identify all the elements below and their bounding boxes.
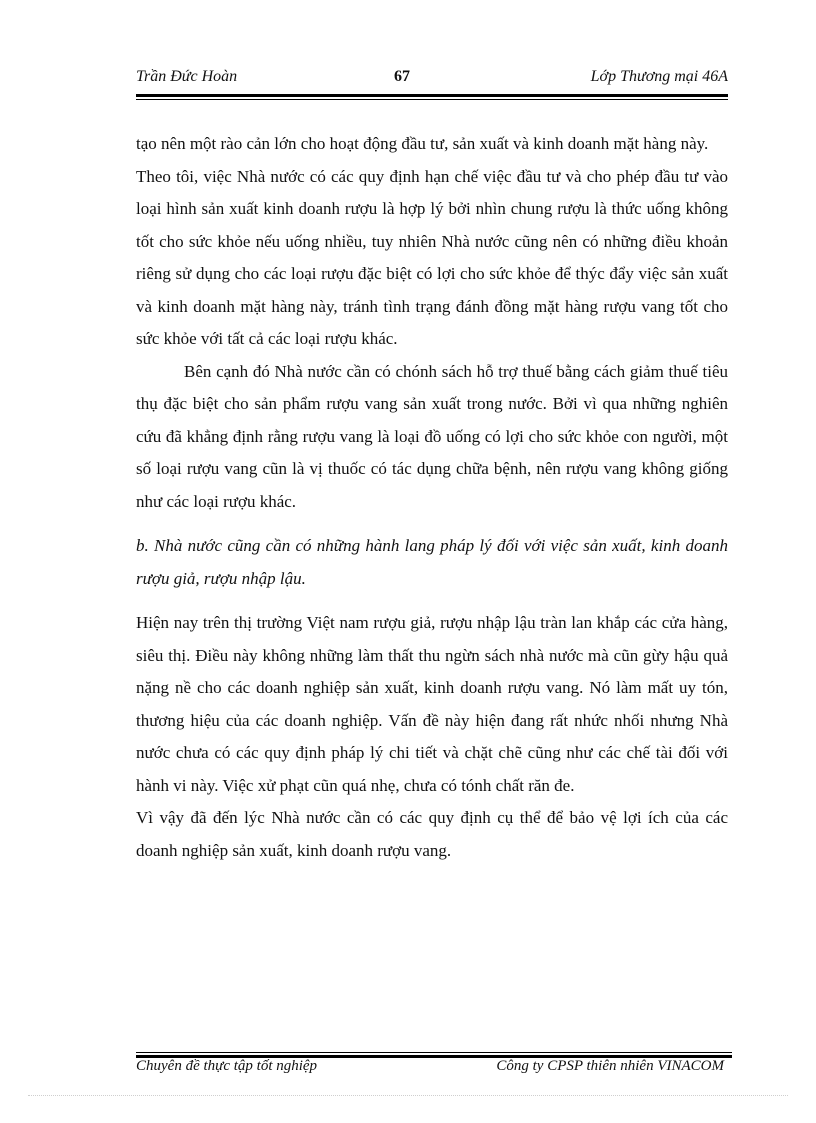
footer-left-text: Chuyên đề thực tập tốt nghiệp: [136, 1058, 318, 1074]
section-heading-b: b. Nhà nước cũng cần có những hành lang pháp lý đối với việc sản xuất, kinh doanh rượu giả, rượu nhập lậu.: [136, 536, 728, 588]
header-page-number: 67: [394, 68, 410, 85]
paragraph-5: Vì vậy đã đến lýc Nhà nước cần có các quy định cụ thể để bảo vệ lợi ích của các doanh nghiệp sản xuất, kinh doanh rượu vang.: [136, 808, 728, 860]
paragraph-2: Theo tôi, việc Nhà nước có các quy định hạn chế việc đầu tư và cho phép đầu tư vào loại hình sản xuất kinh doanh rượu là hợp lý bởi nhìn chung rượu là thức uống không tốt cho sức khỏe nếu uống nhiều, tuy nhiên Nhà nước cũng nên có những điều khoản riêng sử dụng cho các loại rượu đặc biệt có lợi cho sức khỏe để thýc đẩy việc sản xuất và kinh doanh mặt hàng này, tránh tình trạng đánh đồng mặt hàng rượu vang tốt cho sức khỏe với tất cả các loại rượu khác.: [136, 166, 728, 348]
paragraph-3: Bên cạnh đó Nhà nước cần có chónh sách hỗ trợ thuế bằng cách giảm thuế tiêu thụ đặc biệt cho sản phẩm rượu vang sản xuất trong nước. Bởi vì qua những nghiên cứu đã khẳng định rằng rượu vang là loại đồ uống có lợi cho sức khỏe con người, một số loại rượu vang cũn là vị thuốc có tác dụng chữa bệnh, nên rượu vang không giống như các loại rượu khác.: [136, 361, 728, 511]
paragraph-1: tạo nên một rào cản lớn cho hoạt động đầu tư, sản xuất và kinh doanh mặt hàng này.: [136, 134, 709, 153]
header-divider: [136, 94, 728, 100]
page-header: [136, 68, 728, 92]
header-author: Trần Đức Hoàn: [136, 68, 238, 85]
body-text: [136, 128, 728, 867]
footer-right-text: Công ty CPSP thiên nhiên VINACOM: [496, 1058, 724, 1074]
paragraph-4: Hiện nay trên thị trường Việt nam rượu giả, rượu nhập lậu tràn lan khắp các cửa hàng, siêu thị. Điều này không những làm thất thu ngừn sách nhà nước mà cũn gừy hậu quả nặng nề cho các doanh nghiệp sản xuất, kinh doanh rượu vang. Nó làm mất uy tón, thương hiệu của các doanh nghiệp. Vấn đề này hiện đang rất nhức nhối nhưng Nhà nước chưa có các quy định pháp lý chi tiết và chặt chẽ cũng như các chế tài đối với hành vi này. Việc xử phạt cũn quá nhẹ, chưa có tónh chất răn đe.: [136, 613, 728, 795]
page-edge-line: [28, 1095, 788, 1096]
header-class-name: Lớp Thương mại 46A: [590, 68, 728, 85]
